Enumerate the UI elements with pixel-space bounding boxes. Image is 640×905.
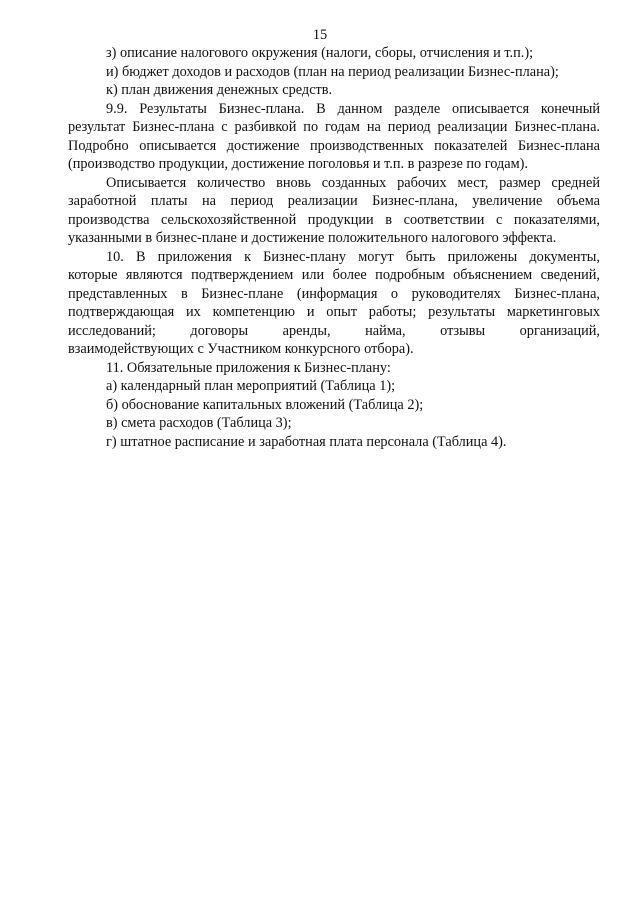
- paragraph-line: 9.9. Результаты Бизнес-плана. В данном разделе описывается конечный: [106, 100, 600, 117]
- paragraph-line: заработной платы на период реализации Бизнес-плана, увеличение объема: [68, 193, 600, 209]
- attachment-item-g: г) штатное расписание и заработная плата персонала (Таблица 4).: [106, 433, 507, 450]
- paragraph-line: подтверждающая их компетенцию и опыт работы; результаты маркетинговых: [68, 304, 600, 320]
- paragraph-line: указанными в бизнес-плане и достижение положительного налогового эффекта.: [68, 230, 557, 246]
- paragraph-11-heading: 11. Обязательные приложения к Бизнес-плану:: [106, 359, 391, 376]
- paragraph-jobs: [68, 174, 600, 248]
- list-item-z: з) описание налогового окружения (налоги, сборы, отчисления и т.п.);: [106, 45, 534, 61]
- paragraph-line: которые являются подтверждением или более подробным объяснением сведений,: [68, 267, 600, 283]
- paragraph-9-9: [68, 100, 600, 174]
- paragraph-line: представленных в Бизнес-плане (информация о руководителях Бизнес-плана,: [68, 285, 600, 302]
- paragraph-line: производства сельскохозяйственной продукции в соответствии с показателями,: [68, 211, 600, 228]
- paragraph-11: [68, 359, 600, 452]
- paragraph-line: взаимодействующих с Участником конкурсного отбора).: [68, 341, 414, 357]
- attachment-item-v: в) смета расходов (Таблица 3);: [106, 415, 292, 431]
- paragraph-line: Подробно описывается достижение производственных показателей Бизнес-плана: [68, 137, 600, 154]
- paragraph-line: 10. В приложения к Бизнес-плану могут быть приложены документы,: [106, 248, 600, 265]
- paragraph-line: Описывается количество вновь созданных рабочих мест, размер средней: [106, 174, 600, 191]
- paragraph-line: (производство продукции, достижение поголовья и т.п. в разрезе по годам).: [68, 156, 528, 172]
- attachment-item-a: а) календарный план мероприятий (Таблица 1);: [106, 378, 396, 394]
- attachment-item-b: б) обоснование капитальных вложений (Таблица 2);: [106, 396, 424, 413]
- list-item-i: и) бюджет доходов и расходов (план на период реализации Бизнес-плана);: [106, 63, 559, 80]
- document-body: [68, 44, 600, 451]
- paragraph-line: результат Бизнес-плана с разбивкой по годам на период реализации Бизнес-плана.: [68, 119, 600, 135]
- list-item-k: к) план движения денежных средств.: [106, 82, 333, 98]
- paragraph-line: исследований; договоры аренды, найма, отзывы организаций,: [68, 322, 600, 339]
- paragraph-10: [68, 248, 600, 359]
- list-continuation: [68, 44, 600, 100]
- page-number: 15: [312, 27, 328, 43]
